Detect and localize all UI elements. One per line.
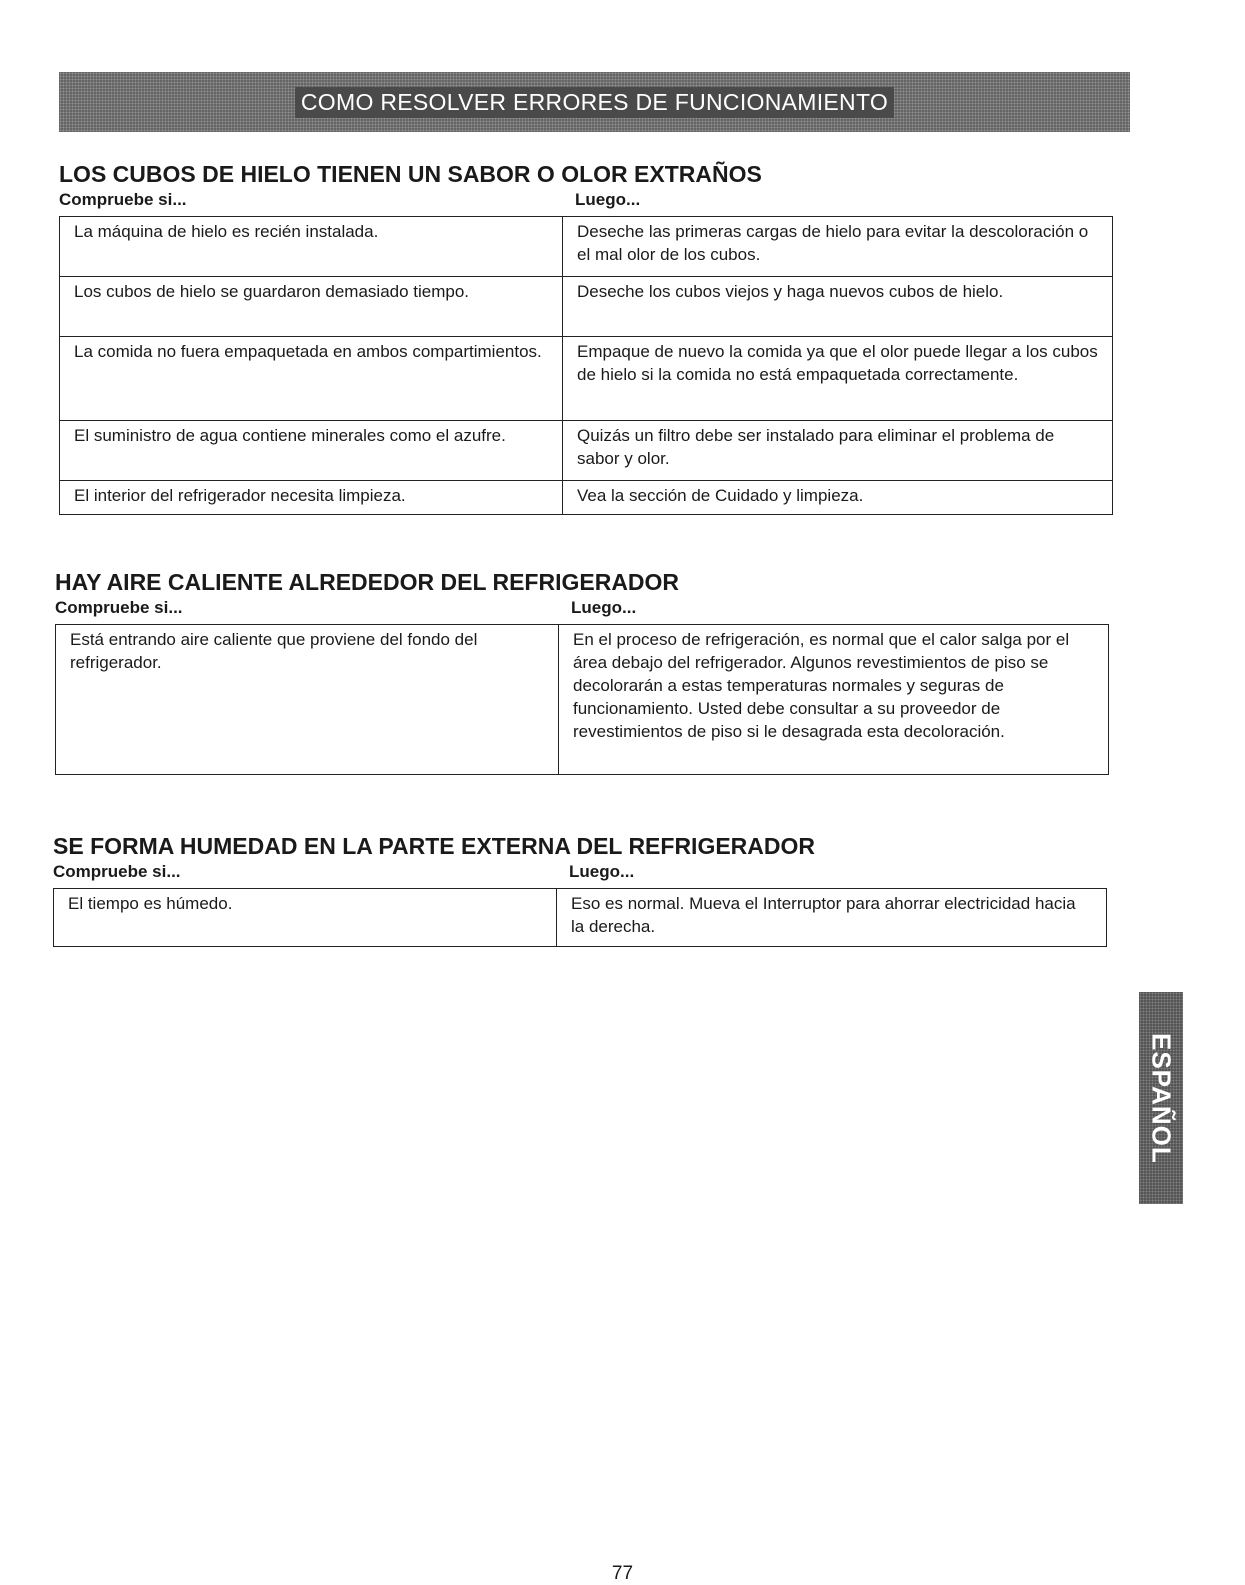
- table-row: [60, 277, 1113, 337]
- check-cell: La máquina de hielo es recién instalada.: [60, 217, 563, 277]
- table-row: [60, 217, 1113, 277]
- troubleshooting-table: [53, 888, 1107, 947]
- table-row: [60, 337, 1113, 421]
- column-then-heading: Luego...: [571, 598, 637, 617]
- table-row: [60, 421, 1113, 481]
- language-tab-label: ESPAÑOL: [1146, 1032, 1177, 1164]
- then-cell: En el proceso de refrigeración, es normal que el calor salga por el área debajo del refrigerador. Algunos revestimientos de piso se decolorarán a estas temperaturas normales y seguras de funcionamiento. Usted debe consultar a su proveedor de revestimientos de piso si le desagrada esta decoloración.: [559, 625, 1109, 775]
- then-cell: Quizás un filtro debe ser instalado para eliminar el problema de sabor y olor.: [563, 421, 1113, 481]
- check-cell: El interior del refrigerador necesita limpieza.: [60, 481, 563, 515]
- column-check-heading: Compruebe si...: [55, 598, 183, 617]
- column-then-heading: Luego...: [569, 862, 635, 881]
- section-title: SE FORMA HUMEDAD EN LA PARTE EXTERNA DEL REFRIGERADOR: [53, 833, 816, 859]
- table-row: [56, 625, 1109, 775]
- troubleshooting-table: [59, 216, 1113, 515]
- check-cell: Los cubos de hielo se guardaron demasiado tiempo.: [60, 277, 563, 337]
- check-cell: El suministro de agua contiene minerales como el azufre.: [60, 421, 563, 481]
- page-header-banner: [59, 72, 1130, 132]
- then-cell: Eso es normal. Mueva el Interruptor para ahorrar electricidad hacia la derecha.: [557, 889, 1107, 947]
- column-check-heading: Compruebe si...: [53, 862, 181, 881]
- check-cell: El tiempo es húmedo.: [54, 889, 557, 947]
- troubleshooting-table: [55, 624, 1109, 775]
- section-warm-air: [55, 568, 1109, 775]
- column-then-heading: Luego...: [575, 190, 641, 209]
- language-tab: [1139, 992, 1183, 1204]
- then-cell: Empaque de nuevo la comida ya que el olor puede llegar a los cubos de hielo si la comida no está empaquetada correctamente.: [563, 337, 1113, 421]
- table-row: [60, 481, 1113, 515]
- column-headings: [59, 190, 1113, 212]
- section-moisture: [53, 832, 1107, 947]
- then-cell: Vea la sección de Cuidado y limpieza.: [563, 481, 1113, 515]
- check-cell: Está entrando aire caliente que proviene del fondo del refrigerador.: [56, 625, 559, 775]
- column-check-heading: Compruebe si...: [59, 190, 187, 209]
- then-cell: Deseche los cubos viejos y haga nuevos cubos de hielo.: [563, 277, 1113, 337]
- column-headings: [55, 598, 1109, 620]
- table-row: [54, 889, 1107, 947]
- column-headings: [53, 862, 1107, 884]
- page-number: 77: [611, 1563, 634, 1584]
- section-title: HAY AIRE CALIENTE ALREDEDOR DEL REFRIGERADOR: [55, 569, 680, 595]
- section-ice-taste: [59, 160, 1113, 515]
- then-cell: Deseche las primeras cargas de hielo para evitar la descoloración o el mal olor de los cubos.: [563, 217, 1113, 277]
- check-cell: La comida no fuera empaquetada en ambos compartimientos.: [60, 337, 563, 421]
- section-title: LOS CUBOS DE HIELO TIENEN UN SABOR O OLOR EXTRAÑOS: [59, 161, 762, 187]
- banner-title: COMO RESOLVER ERRORES DE FUNCIONAMIENTO: [295, 87, 894, 118]
